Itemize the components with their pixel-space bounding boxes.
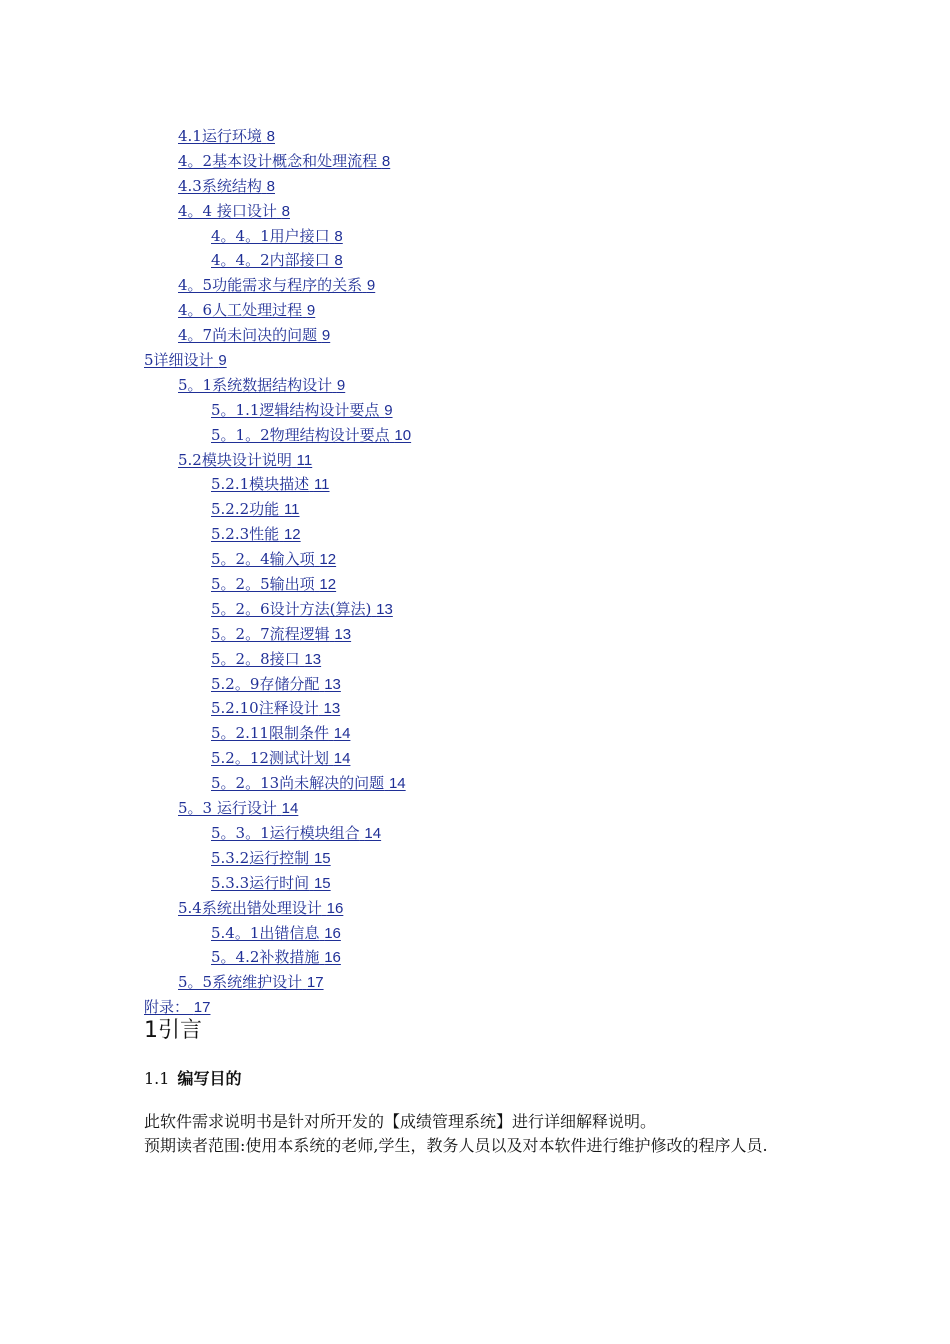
toc-entry: [0, 721, 950, 746]
toc-entry-page: 12: [283, 526, 301, 544]
toc-entry-page: 9: [366, 277, 376, 295]
toc-link[interactable]: [178, 973, 324, 991]
toc-link[interactable]: [178, 276, 375, 294]
toc-entry: [0, 522, 950, 547]
toc-entry-title: 5.4系统出错处理设计: [178, 898, 322, 917]
toc-entry-page: 9: [321, 327, 331, 345]
body-text: [144, 1110, 824, 1158]
toc-link[interactable]: [178, 799, 298, 817]
section-heading: [144, 1066, 241, 1092]
toc-entry: [0, 398, 950, 423]
toc-entry: [0, 896, 950, 921]
toc-entry: [0, 124, 950, 149]
toc-entry: [0, 647, 950, 672]
toc-entry-title: 5.4。1出错信息: [211, 923, 320, 942]
toc-entry: [0, 572, 950, 597]
toc-link[interactable]: [211, 749, 350, 767]
toc-link[interactable]: [178, 177, 275, 195]
toc-entry-page: 14: [388, 775, 406, 793]
toc-link[interactable]: [144, 351, 227, 369]
toc-entry: [0, 472, 950, 497]
toc-entry-title: 5。2。5输出项: [211, 575, 315, 594]
toc-entry-page: 8: [266, 128, 275, 145]
toc-link[interactable]: [178, 376, 345, 394]
toc-entry: [0, 821, 950, 846]
toc-entry-page: 8: [281, 202, 290, 220]
toc-entry-title: 5。2。6设计方法(算法): [211, 599, 372, 618]
toc-entry: [0, 497, 950, 522]
toc-entry-page: 9: [384, 401, 393, 419]
toc-entry-title: 4.1运行环境: [178, 127, 262, 145]
toc-entry: [0, 970, 950, 995]
toc-entry-title: 5.2.1模块描述: [211, 475, 310, 494]
toc-entry-page: 13: [334, 625, 352, 643]
toc-link[interactable]: [211, 699, 340, 717]
toc-entry-page: 8: [334, 227, 343, 245]
toc-entry-page: 14: [364, 824, 382, 842]
toc-entry: [0, 921, 950, 946]
toc-entry-page: 15: [313, 874, 331, 892]
toc-link[interactable]: [178, 127, 275, 145]
toc-entry-page: 14: [281, 800, 299, 818]
toc-entry: [0, 224, 950, 249]
toc-entry: [0, 149, 950, 174]
toc-entry-title: 5.3.2运行控制: [211, 848, 310, 867]
toc-entry-title: 4。4。1用户接口: [211, 226, 330, 245]
toc-entry-page: 13: [376, 600, 393, 618]
toc-entry-title: 5。3 运行设计: [178, 799, 277, 818]
toc-entry-page: 14: [333, 750, 351, 768]
toc-entry-title: 4。4。2内部接口: [211, 251, 330, 270]
toc-entry-title: 5。4.2补救措施: [211, 948, 320, 967]
toc-link[interactable]: [211, 924, 341, 942]
toc-entry-page: 9: [218, 352, 227, 370]
toc-entry-title: 5。2。8接口: [211, 649, 300, 668]
toc-entry: [0, 622, 950, 647]
toc-link[interactable]: [211, 475, 330, 493]
toc-entry-page: 11: [296, 451, 313, 469]
toc-entry-title: 5。2。7流程逻辑: [211, 624, 330, 643]
table-of-contents: [0, 124, 950, 1020]
toc-entry-title: 5。1.1逻辑结构设计要点: [211, 400, 380, 419]
toc-link[interactable]: [178, 451, 312, 469]
toc-entry-page: 11: [283, 501, 300, 519]
toc-entry-title: 5。1系统数据结构设计: [178, 375, 333, 394]
toc-entry: [0, 945, 950, 970]
toc-entry: [0, 771, 950, 796]
toc-entry-title: 5.2.2功能: [211, 500, 280, 519]
toc-entry-page: 8: [266, 177, 275, 195]
toc-entry-title: 5.2.3性能: [211, 525, 280, 544]
toc-entry-page: 13: [304, 650, 322, 668]
toc-entry-title: 4。7尚未问决的问题: [178, 326, 318, 345]
toc-link[interactable]: [211, 650, 321, 668]
toc-entry-title: 5。3。1运行模块组合: [211, 823, 360, 842]
toc-entry: [0, 995, 950, 1020]
toc-link[interactable]: [144, 998, 210, 1016]
toc-entry-title: 5.2.10注释设计: [211, 699, 319, 718]
toc-link[interactable]: [211, 251, 343, 269]
toc-entry: [0, 273, 950, 298]
toc-entry: [0, 423, 950, 448]
toc-entry: [0, 846, 950, 871]
toc-entry-title: 4。2基本设计概念和处理流程: [178, 151, 378, 170]
toc-link[interactable]: [211, 550, 336, 568]
chapter-heading: 1引言: [144, 1018, 202, 1043]
toc-entry-title: 4.3系统结构: [178, 176, 262, 195]
toc-link[interactable]: [211, 600, 393, 618]
toc-link[interactable]: [211, 948, 341, 966]
toc-entry-page: 9: [306, 302, 316, 320]
toc-entry: [0, 672, 950, 697]
toc-entry: [0, 746, 950, 771]
toc-entry: [0, 696, 950, 721]
toc-link[interactable]: [178, 152, 390, 170]
toc-entry-title: 5。5系统维护设计: [178, 973, 303, 992]
toc-entry-title: 附录：: [144, 998, 190, 1017]
toc-link[interactable]: [211, 675, 341, 693]
toc-link[interactable]: [211, 625, 351, 643]
toc-link[interactable]: [211, 824, 381, 842]
toc-entry-page: 17: [306, 974, 324, 992]
toc-entry-title: 4。6人工处理过程: [178, 301, 303, 320]
toc-entry-page: 14: [333, 725, 351, 743]
toc-entry: [0, 174, 950, 199]
toc-entry-title: 5.2。12测试计划: [211, 749, 329, 768]
toc-entry-title: 5.2。9存储分配: [211, 674, 320, 693]
toc-entry-page: 11: [313, 476, 330, 494]
toc-entry-title: 5。2。13尚未解决的问题: [211, 774, 385, 793]
section-title: 编写目的: [177, 1069, 242, 1088]
toc-link[interactable]: [211, 500, 300, 518]
toc-entry-page: 8: [381, 152, 391, 170]
paragraph-readers: 预期读者范围:使用本系统的老师,学生，教务人员以及对本软件进行维护修改的程序人员.: [144, 1136, 768, 1155]
toc-link[interactable]: [211, 401, 393, 419]
toc-entry: [0, 248, 950, 273]
toc-link[interactable]: [211, 774, 406, 792]
toc-entry: [0, 547, 950, 572]
toc-link[interactable]: [211, 525, 301, 543]
toc-entry-title: 4。4 接口设计: [178, 201, 277, 220]
toc-entry-page: 8: [334, 252, 343, 270]
toc-entry: [0, 199, 950, 224]
toc-entry-title: 5。2.11限制条件: [211, 724, 329, 743]
toc-link[interactable]: [211, 227, 343, 245]
toc-link[interactable]: [178, 899, 343, 917]
toc-entry-page: 13: [324, 675, 341, 693]
toc-entry-title: 5.3.3运行时间: [211, 873, 310, 892]
toc-entry-page: 15: [313, 849, 331, 867]
toc-entry-title: 5详细设计: [144, 351, 214, 370]
toc-entry-page: 16: [326, 899, 344, 917]
toc-entry: [0, 796, 950, 821]
paragraph-purpose: 此软件需求说明书是针对所开发的【成绩管理系统】进行详细解释说明。: [144, 1112, 657, 1131]
toc-entry-page: 16: [324, 949, 341, 967]
toc-entry: [0, 597, 950, 622]
toc-link[interactable]: [178, 301, 315, 319]
toc-entry-page: 10: [394, 426, 412, 444]
toc-entry-page: 12: [319, 551, 337, 569]
toc-entry-page: 9: [336, 376, 346, 394]
toc-entry-title: 5。2。4输入项: [211, 550, 315, 569]
toc-entry-page: 17: [193, 999, 211, 1017]
toc-entry: [0, 298, 950, 323]
toc-link[interactable]: [178, 326, 330, 344]
section-number: 1.1: [144, 1069, 170, 1088]
toc-entry: [0, 323, 950, 348]
toc-link[interactable]: [211, 849, 331, 867]
toc-entry-title: 5.2模块设计说明: [178, 450, 292, 469]
toc-link[interactable]: [211, 426, 411, 444]
toc-entry: [0, 871, 950, 896]
toc-entry-title: 5。1。2物理结构设计要点: [211, 425, 390, 444]
toc-link[interactable]: [178, 202, 290, 220]
toc-entry-title: 4。5功能需求与程序的关系: [178, 276, 363, 295]
toc-entry-page: 16: [324, 924, 341, 942]
toc-link[interactable]: [211, 575, 336, 593]
toc-entry: [0, 448, 950, 473]
toc-entry-page: 13: [323, 700, 341, 718]
toc-link[interactable]: [211, 874, 331, 892]
toc-entry: [0, 373, 950, 398]
toc-entry: [0, 348, 950, 373]
toc-entry-page: 12: [319, 576, 337, 594]
toc-link[interactable]: [211, 724, 350, 742]
